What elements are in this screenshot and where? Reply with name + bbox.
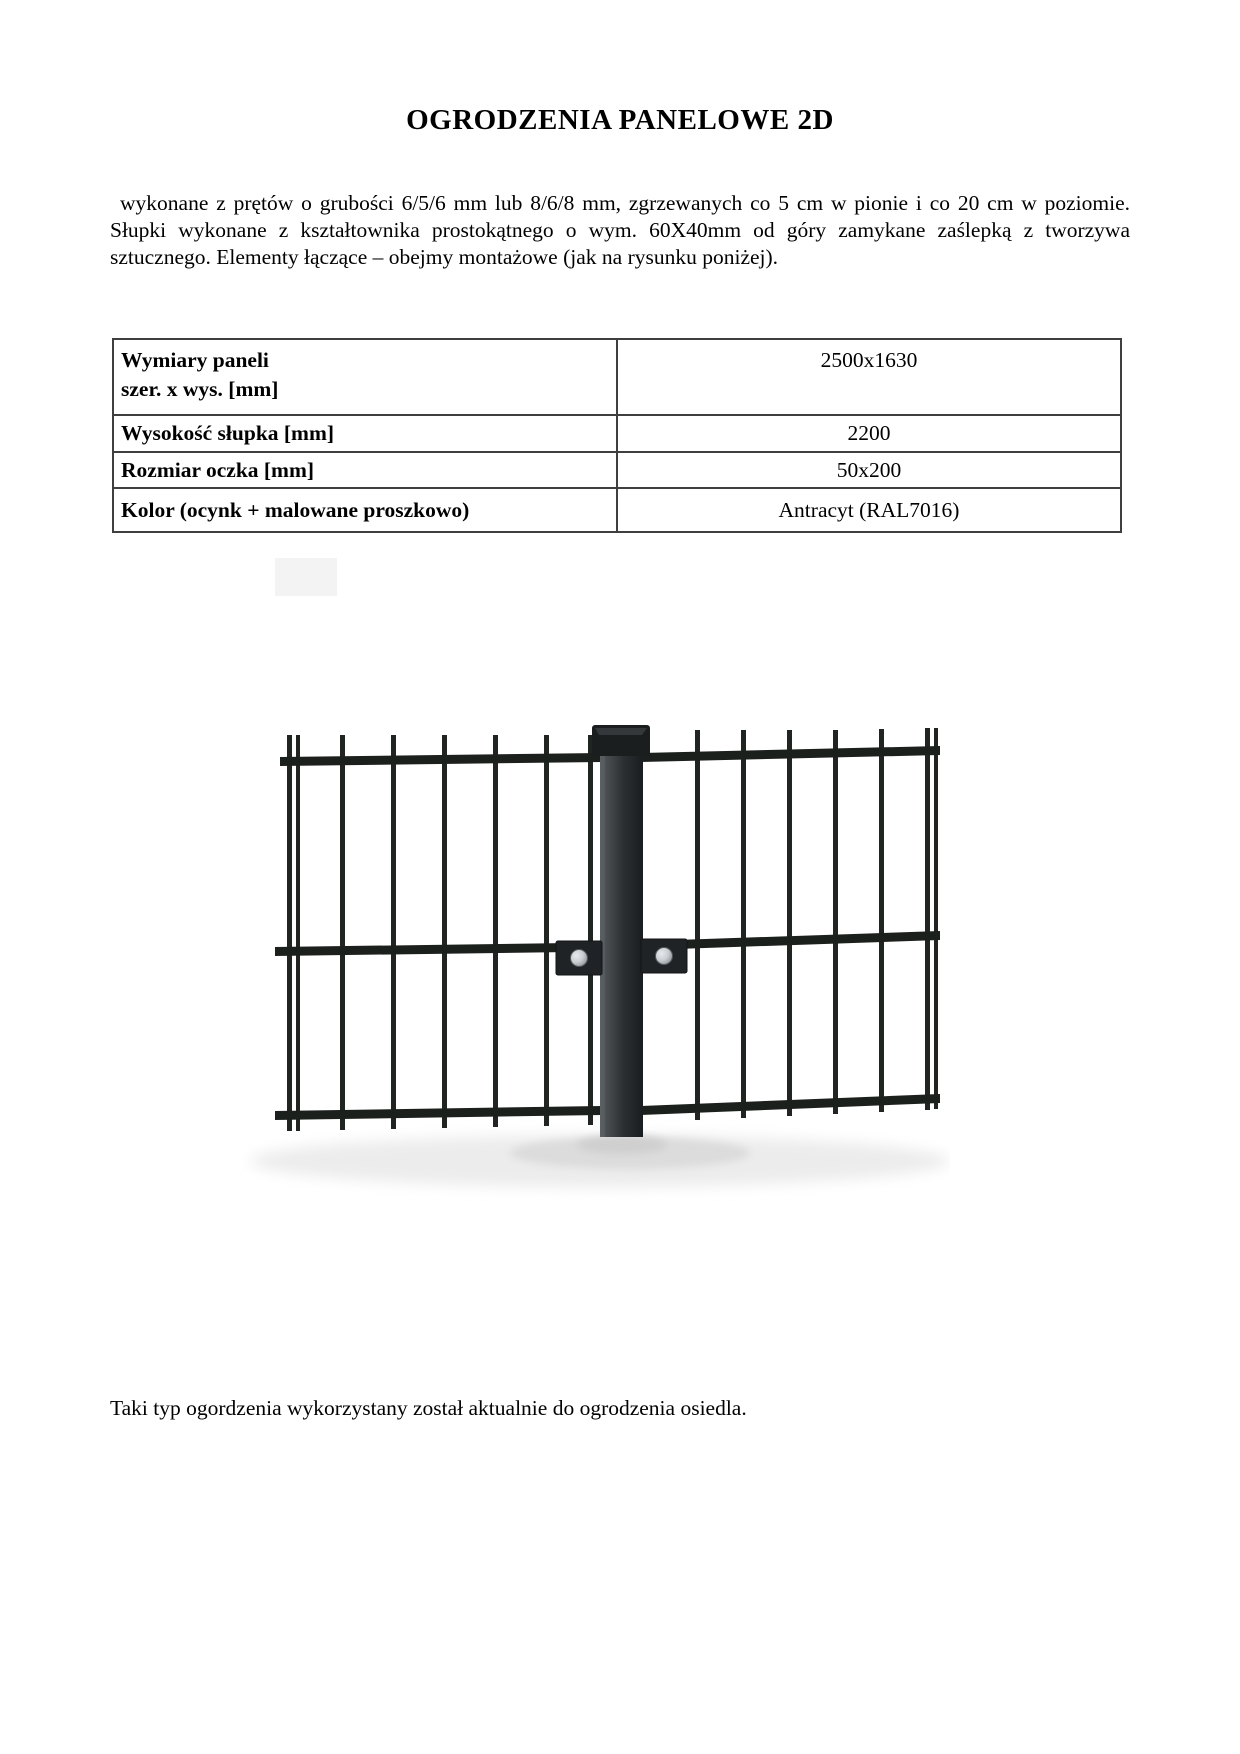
spec-label-line1: Wymiary paneli [121,348,269,372]
spec-value: 2200 [617,415,1121,452]
table-row [113,488,1121,532]
table-row [113,339,1121,415]
fence-post [592,725,650,1137]
fence-panel-left [275,735,602,1131]
rail-middle-left [275,943,570,956]
bolt-icon [656,948,673,965]
fence-2d-render [230,555,950,1215]
page-title: OGRODZENIA PANELOWE 2D [406,104,834,136]
table-row [113,452,1121,488]
table-row [113,415,1121,452]
rail-top-left [280,753,602,766]
clamp-right [641,939,687,973]
spec-value: Antracyt (RAL7016) [617,488,1121,532]
spec-label: Kolor (ocynk + malowane proszkowo) [113,488,617,532]
spec-table [112,338,1122,533]
spec-label: Wysokość słupka [mm] [113,415,617,452]
clamp-left [556,941,602,975]
bolt-icon [571,950,588,967]
spec-value: 50x200 [617,452,1121,488]
footer-note: Taki typ ogordzenia wykorzystany został aktualnie do ogrodzenia osiedla. [110,1396,747,1420]
intro-paragraph: wykonane z prętów o grubości 6/5/6 mm lub 8/6/8 mm, zgrzewanych co 5 cm w pionie i co 20 cm w poziomie. Słupki wykonane z kształtownika prostokątnego o wym. 60X40mm od góry zamykane zaślepką z tworzywa sztucznego. Elementy łączące – obejmy montażowe (jak na rysunku poniżej). [110,190,1130,269]
scan-artifact [275,558,337,596]
rail-middle-right [676,931,940,949]
spec-value: 2500x1630 [617,339,1121,415]
fence-illustration [230,555,950,1215]
spec-label [113,339,617,415]
spec-label-line2: szer. x wys. [mm] [121,377,279,401]
fence-shadow [250,1135,950,1187]
fence-panel-right [641,728,940,1120]
rail-bottom-left [275,1106,602,1120]
post-cap [592,725,650,756]
spec-label: Rozmiar oczka [mm] [113,452,617,488]
